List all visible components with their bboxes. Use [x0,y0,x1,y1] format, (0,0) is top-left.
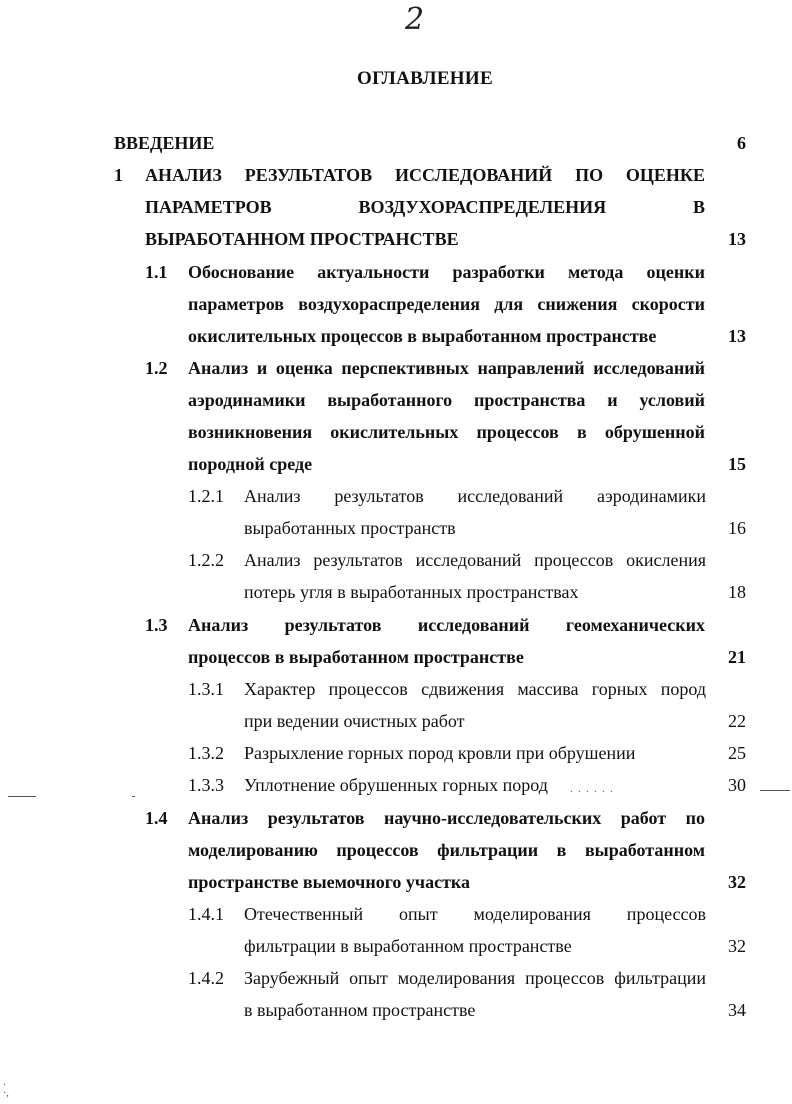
toc-entry-1-2-2-page: 18 [728,582,746,602]
toc-entry-1-2-1-number: 1.2.1 [188,486,224,506]
toc-entry-1-3-3-page: 30 [728,775,746,795]
toc-entry-1-3-1-page: 22 [728,711,746,731]
toc-entry-1-4-2-number: 1.4.2 [188,968,224,988]
toc-entry-1-2-1-page: 16 [728,518,746,538]
right-fold-mark [760,790,790,791]
toc-entry-1-3-2-number: 1.3.2 [188,743,224,763]
toc-entry-1-3-line-1[interactable]: Анализ результатов исследований геомеханических [188,615,705,635]
toc-entry-1-2-line-1[interactable]: Анализ и оценка перспективных направлений исследований [188,358,705,378]
toc-entry-1-4-1-line-2[interactable]: фильтрации в выработанном пространстве [244,936,572,956]
left-fold-mark [8,796,36,797]
toc-entry-1-2-number: 1.2 [145,358,168,378]
toc-entry-1-4-page: 32 [728,872,746,892]
toc-entry-1-2-1-line-2[interactable]: выработанных пространств [244,518,456,538]
toc-entry-1-1-line-2[interactable]: параметров воздухораспределения для снижения скорости [188,294,705,314]
toc-entry-1-3-3-number: 1.3.3 [188,775,224,795]
toc-entry-1-2-line-4[interactable]: породной среде [188,454,313,474]
toc-entry-1-4-line-3[interactable]: пространстве выемочного участка [188,872,471,892]
toc-entry-1-3-1-number: 1.3.1 [188,679,224,699]
toc-entry-1-3-1-line-2[interactable]: при ведении очистных работ [244,711,465,731]
toc-entry-1-2-2-line-1[interactable]: Анализ результатов исследований процессов окисления [244,550,706,570]
toc-entry-1-2-1-line-1[interactable]: Анализ результатов исследований аэродинамики [244,486,706,506]
toc-entry-1-2-2-number: 1.2.2 [188,550,224,570]
toc-entry-1-3-3-line-1[interactable]: Уплотнение обрушенных горных пород [244,775,548,795]
handwritten-page-number: 2 [405,2,425,37]
toc-entry-1-3-2-line-1[interactable]: Разрыхление горных пород кровли при обрушении [244,743,636,763]
toc-entry-1-3-page: 21 [728,647,746,667]
toc-entry-1-4-2-page: 34 [728,1000,746,1020]
toc-entry-1-4-1-page: 32 [728,936,746,956]
corner-speck: · ·, [3,1080,9,1099]
leader-dots: . . . . . . [570,781,614,795]
toc-entry-1-4-2-line-1[interactable]: Зарубежный опыт моделирования процессов фильтрации [244,968,706,988]
toc-entry-1-2-2-line-2[interactable]: потерь угля в выработанных пространствах [244,582,579,602]
toc-entry-1-line-3[interactable]: ВЫРАБОТАННОМ ПРОСТРАНСТВЕ [145,229,459,249]
toc-entry-1-3-2-page: 25 [728,743,746,763]
page-title: ОГЛАВЛЕНИЕ [357,68,493,89]
toc-entry-1-1-page: 13 [728,326,746,346]
toc-entry-1-1-line-3[interactable]: окислительных процессов в выработанном пространстве [188,326,657,346]
toc-entry-1-4-line-2[interactable]: моделированию процессов фильтрации в выработанном [188,840,705,860]
left-tick-mark [132,796,135,797]
toc-entry-intro-text[interactable]: ВВЕДЕНИЕ [114,133,215,153]
toc-entry-1-page: 13 [728,229,746,249]
toc-entry-1-2-line-2[interactable]: аэродинамики выработанного пространства и условий [188,390,705,410]
toc-entry-1-4-line-1[interactable]: Анализ результатов научно-исследовательских работ по [188,808,705,828]
toc-entry-1-line-2[interactable]: ПАРАМЕТРОВ ВОЗДУХОРАСПРЕДЕЛЕНИЯ В [145,197,705,217]
toc-entry-1-2-page: 15 [728,454,746,474]
toc-entry-1-3-line-2[interactable]: процессов в выработанном пространстве [188,647,524,667]
toc-entry-1-1-number: 1.1 [145,262,168,282]
toc-entry-1-4-number: 1.4 [145,808,168,828]
toc-entry-1-4-1-line-1[interactable]: Отечественный опыт моделирования процессов [244,904,706,924]
toc-entry-1-3-number: 1.3 [145,615,168,635]
toc-entry-1-1-line-1[interactable]: Обоснование актуальности разработки метода оценки [188,262,705,282]
toc-entry-1-4-2-line-2[interactable]: в выработанном пространстве [244,1000,476,1020]
toc-entry-1-number: 1 [114,165,123,185]
toc-entry-1-3-1-line-1[interactable]: Характер процессов сдвижения массива горных пород [244,679,706,699]
toc-entry-1-2-line-3[interactable]: возникновения окислительных процессов в обрушенной [188,422,705,442]
toc-entry-intro-page: 6 [737,133,746,153]
toc-entry-1-4-1-number: 1.4.1 [188,904,224,924]
toc-entry-1-line-1[interactable]: АНАЛИЗ РЕЗУЛЬТАТОВ ИССЛЕДОВАНИЙ ПО ОЦЕНКЕ [145,165,705,185]
